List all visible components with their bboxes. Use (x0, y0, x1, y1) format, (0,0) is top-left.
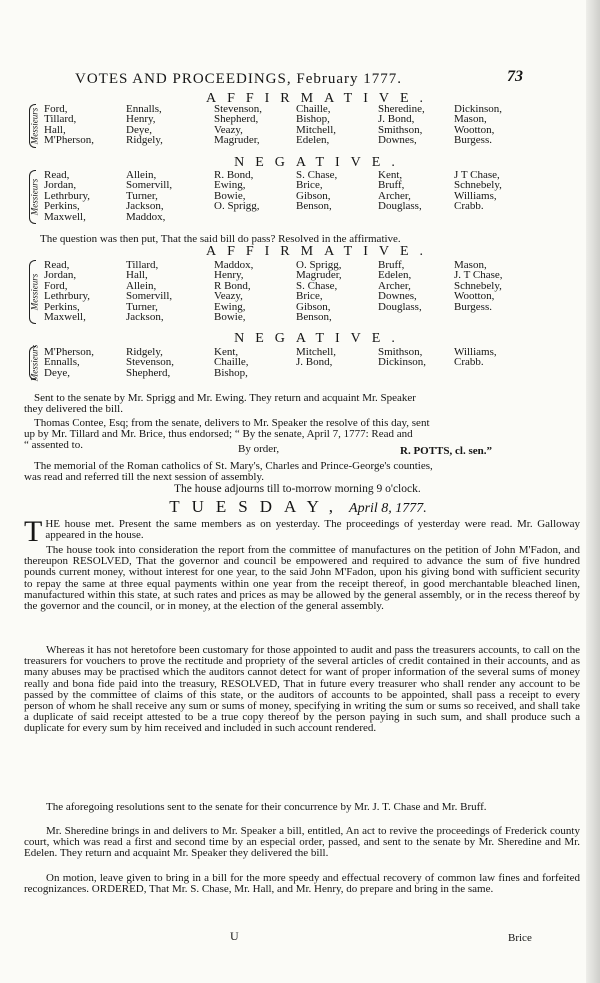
member-name: Veazy, (214, 123, 243, 136)
name-column (454, 260, 503, 312)
signature-mark: U (230, 929, 239, 943)
name-column (214, 170, 260, 212)
name-column (214, 260, 253, 322)
name-column (44, 260, 90, 322)
member-name: Allein, (126, 169, 157, 181)
memorial-line-2: was read and referred till the next session of assembly. (24, 471, 264, 483)
name-column (296, 170, 337, 212)
page-number: 73 (507, 68, 523, 85)
member-name: Crabb. (454, 356, 484, 369)
member-name: Wootton, (454, 290, 495, 303)
member-name: Benson, (296, 200, 332, 213)
name-column (126, 104, 163, 146)
paragraph-treasurers-resolution: Whereas it has not heretofore been customary for those appointed to audit and pass the treasurers accounts, to call on the treasurers for vouchers to prove the rectitude and propriety of the several articles of credit contained in their accounts, and as many abuses may be practised which the auditors cannot detect for want of proper information of the several sums of money really and bona fide paid into the treasury, RESOLVED, That in future every treasurer who shall render any account to be passed by the committee of claims of this state, or the auditors of accounts to be appointed, shall pass a receipt to every person of whom he shall receive any sum or sums of money, specifying in writing the sum or sums so received, and shall take a duplicate of said receipt attested to be a true copy thereof by the person paying in such sum, and shall produce such a duplicate for every sum by him received and included in such account rendered. (24, 644, 580, 735)
member-name: O. Sprigg, (214, 200, 260, 213)
contee-line-1: Thomas Contee, Esq; from the senate, delivers to Mr. Speaker the resolve of this day, sent (34, 417, 430, 429)
name-column (378, 260, 422, 312)
member-name: Turner, (126, 189, 158, 202)
vote1-negative-group-label: Messieurs (16, 170, 36, 224)
name-column (214, 104, 262, 146)
page-edge-shadow (586, 0, 600, 983)
member-name: Sheredine, (378, 103, 425, 115)
catchword: Brice (508, 932, 532, 944)
member-name: Kent, (378, 169, 403, 181)
member-name: Tillard, (126, 259, 159, 271)
drop-cap: T (24, 515, 43, 548)
member-name: Gibson, (296, 189, 331, 202)
name-column (44, 170, 90, 222)
member-name: Douglass, (378, 300, 422, 313)
member-name: Williams, (454, 189, 497, 202)
member-name: Henry, (126, 113, 156, 126)
member-name: Benson, (296, 310, 332, 323)
member-name: Read, (44, 169, 70, 181)
name-column (44, 347, 94, 378)
member-name: Maddox, (126, 210, 166, 223)
member-name: Crabb. (454, 200, 484, 213)
paragraph-resolutions-sent: The aforegoing resolutions sent to the senate for their concurrence by Mr. J. T. Chase and Mr. Bruff. (46, 801, 487, 813)
member-name: Lethrbury, (44, 189, 91, 202)
member-name: Chaille, (296, 103, 331, 115)
member-name: Shepherd, (126, 366, 171, 379)
vote2-negative-heading: NEGATIVE. (234, 331, 406, 346)
member-name: Brice, (296, 179, 323, 192)
member-name: Bruff, (378, 259, 405, 271)
name-column (44, 104, 94, 146)
member-name: Bowie, (214, 310, 246, 323)
member-name: Mason, (454, 259, 487, 271)
contee-line-3: “ assented to. (24, 439, 83, 451)
member-name: Wootton, (454, 123, 495, 136)
member-name: Henry, (214, 269, 244, 282)
member-name: Stevenson, (214, 103, 262, 115)
day-date: April 8, 1777. (349, 501, 427, 516)
member-name: Magruder, (296, 269, 342, 282)
member-name: Kent, (214, 346, 239, 358)
sent-line-1: Sent to the senate by Mr. Sprigg and Mr. Ewing. They return and acquaint Mr. Speaker (34, 392, 416, 404)
by-order: By order, (238, 443, 280, 455)
paragraph-fines-motion: On motion, leave given to bring in a bill for the more speedy and effectual recovery of common law fines and forfeited recognizances. ORDERED, That Mr. S. Chase, Mr. Hall, and Mr. Henry, do prepare and bring in the same. (24, 872, 580, 896)
member-name: Mason, (454, 113, 487, 126)
day-name: TUESDAY, (169, 497, 346, 516)
name-column (126, 347, 174, 378)
member-name: Jackson, (126, 200, 164, 213)
member-name: Edelen, (378, 269, 412, 282)
member-name: Schnebely, (454, 179, 502, 192)
member-name: Hall, (126, 269, 148, 282)
member-name: Chaille, (214, 356, 249, 369)
member-name: Williams, (454, 346, 497, 358)
name-column (454, 347, 497, 368)
name-column (454, 170, 502, 212)
member-name: Ford, (44, 103, 68, 115)
member-name: Dickinson, (454, 103, 502, 115)
name-column (296, 347, 336, 368)
member-name: Ford, (44, 279, 68, 292)
paragraph-frederick-bill: Mr. Sheredine brings in and delivers to Mr. Speaker a bill, entitled, An act to revive the proceedings of Frederick county court, which was read a first and second time by an especial order, passed, and sent to the senate by Mr. Sheredine and Mr. Edelen. They return and acquaint Mr. Speaker they delivered the bill. (24, 825, 580, 860)
member-name: Ridgely, (126, 134, 163, 147)
name-column (454, 104, 502, 146)
vote2-affirmative-group-label: Messieurs (16, 260, 36, 324)
member-name: S. Chase, (296, 279, 338, 292)
member-name: Hall, (44, 123, 66, 136)
member-name: Brice, (296, 290, 323, 303)
name-column (296, 260, 342, 322)
member-name: Maddox, (214, 259, 254, 271)
member-name: Allein, (126, 279, 157, 292)
member-name: Magruder, (214, 134, 260, 147)
adjourn-line: The house adjourns till to-morrow morning 9 o'clock. (174, 483, 421, 495)
member-name: O. Sprigg, (296, 259, 342, 271)
sent-line-2: they delivered the bill. (24, 403, 123, 415)
member-name: Mitchell, (296, 346, 337, 358)
vote1-affirmative-group-label: Messieurs (16, 104, 36, 148)
member-name: Downes, (378, 134, 417, 147)
member-name: Jordan, (44, 269, 77, 282)
member-name: R. Bond, (214, 169, 254, 181)
name-column (378, 170, 422, 212)
member-name: Read, (44, 259, 70, 271)
member-name: Somervill, (126, 290, 173, 303)
member-name: Deye, (126, 123, 152, 136)
member-name: Schnebely, (454, 279, 502, 292)
member-name: Douglass, (378, 200, 422, 213)
member-name: Bowie, (214, 189, 246, 202)
vote1-negative-heading: NEGATIVE. (234, 155, 406, 170)
member-name: Perkins, (44, 300, 80, 313)
member-name: Ennalls, (44, 356, 80, 369)
member-name: Dickinson, (378, 356, 426, 369)
member-name: Ennalls, (126, 103, 162, 115)
member-name: Bruff, (378, 179, 405, 192)
member-name: Smithson, (378, 123, 423, 136)
member-name: S. Chase, (296, 169, 338, 181)
member-name: J. Bond, (296, 356, 333, 369)
member-name: M'Pherson, (44, 346, 94, 358)
member-name: Jackson, (126, 310, 164, 323)
member-name: J T Chase, (454, 169, 500, 181)
name-column (126, 170, 172, 222)
member-name: Edelen, (296, 134, 330, 147)
vote2-affirmative-heading: AFFIRMATIVE. (205, 244, 435, 259)
member-name: Lethrbury, (44, 290, 91, 303)
member-name: Somervill, (126, 179, 173, 192)
member-name: Deye, (44, 366, 70, 379)
member-name: Turner, (126, 300, 158, 313)
member-name: Downes, (378, 290, 417, 303)
paragraph-mfadon-resolution: The house took into consideration the report from the committee of manufactures on the petition of John M'Fadon, and thereupon RESOLVED, That the governor and council be empowered and required to advance the sum of five hundred pounds current money, without interest for one year, to the said John M'Fadon, upon his giving bond with sufficient security to repay the same at three equal payments within one year from the receipt thereof, in good merchantable bleached linen, manufactured within this state, at such rates and prices as may be allowed by the general assembly, or in the recess thereof by the governor and the council, or in money, at the election of the general assembly. (24, 544, 580, 613)
name-column (214, 347, 249, 378)
member-name: Veazy, (214, 290, 243, 303)
member-name: J. Bond, (378, 113, 415, 126)
question-line: The question was then put, That the said bill do pass? Resolved in the affirmative. (40, 233, 401, 245)
member-name: Jordan, (44, 179, 77, 192)
member-name: Gibson, (296, 300, 331, 313)
member-name: Burgess. (454, 300, 492, 313)
contee-line-2: up by Mr. Tillard and Mr. Brice, thus endorsed; “ By the senate, April 7, 1777: Read and (24, 428, 413, 440)
vote1-affirmative-heading: AFFIRMATIVE. (205, 91, 435, 106)
member-name: Ridgely, (126, 346, 163, 358)
member-name: R Bond, (214, 279, 251, 292)
member-name: Perkins, (44, 200, 80, 213)
member-name: Mitchell, (296, 123, 337, 136)
day-heading (118, 497, 478, 517)
member-name: Stevenson, (126, 356, 174, 369)
member-name: Burgess. (454, 134, 492, 147)
member-name: Smithson, (378, 346, 423, 358)
member-name: Tillard, (44, 113, 77, 126)
member-name: M'Pherson, (44, 134, 94, 147)
member-name: Maxwell, (44, 210, 86, 223)
paragraph-house-met: THE house met. Present the same members as on yesterday. The proceedings of yesterday were read. Mr. Galloway appeared in the house. (24, 515, 580, 548)
member-name: Maxwell, (44, 310, 86, 323)
member-name: Ewing, (214, 179, 246, 192)
member-name: Bishop, (296, 113, 330, 126)
member-name: Archer, (378, 279, 411, 292)
member-name: Ewing, (214, 300, 246, 313)
member-name: Shepherd, (214, 113, 259, 126)
member-name: J. T Chase, (454, 269, 503, 282)
name-column (378, 347, 426, 368)
name-column (126, 260, 172, 322)
page-header: VOTES AND PROCEEDINGS, February 1777. (75, 71, 402, 87)
clerk-signature: R. POTTS, cl. sen.” (400, 445, 492, 457)
vote2-negative-group-label: Messieurs (29, 344, 40, 382)
name-column (296, 104, 336, 146)
name-column (378, 104, 425, 146)
memorial-line-1: The memorial of the Roman catholics of St. Mary's, Charles and Prince-George's counties, (34, 460, 433, 472)
member-name: Bishop, (214, 366, 248, 379)
member-name: Archer, (378, 189, 411, 202)
